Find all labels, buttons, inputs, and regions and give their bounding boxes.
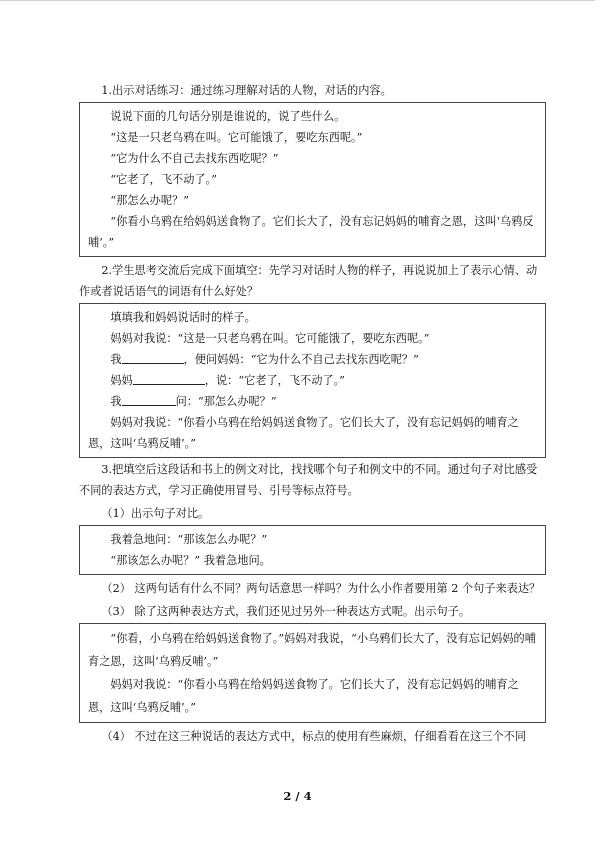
section3-heading: 3.把填空后这段话和书上的例文对比，找找哪个句子和例文中的不同。通过句子对比感受不同的表达方式，学习正确使用冒号、引号等标点符号。 — [79, 463, 538, 497]
box1-line: “它为什么不自己去找东西吃呢？” — [110, 152, 279, 165]
expression-line: 妈妈对我说：“你看小乌鸦在给妈妈送食物了。它们长大了，没有忘记妈妈的哺育之恩，这叫‘乌鸦反哺’。” — [88, 678, 519, 714]
box1-line: “这是一只老乌鸦在叫。它可能饿了，要吃东西呢。” — [110, 131, 363, 144]
compare-line: 我着急地问：“那该怎么办呢？” — [110, 533, 268, 546]
section2-heading: 2.学生思考交流后完成下面填空：先学习对话时人物的样子，再说说加上了表示心情、动作或者说话语气的词语有什么好处？ — [79, 264, 538, 298]
box1-line: 说说下面的几句话分别是谁说的，说了些什么。 — [110, 110, 346, 123]
box1-line: “你看小乌鸦在给妈妈送食物了。它们长大了，没有忘记妈妈的哺育之恩，这叫‘乌鸦反哺’。” — [88, 215, 534, 249]
fill-blank[interactable] — [122, 393, 176, 406]
box1-line: “它老了，飞不动了。” — [110, 173, 217, 186]
fill-line-2: 我 ，便问妈妈：“它为什么不自己去找东西吃呢？” — [110, 353, 419, 366]
fill-line-5: 妈妈对我说：“你看小乌鸦在给妈妈送食物了。它们长大了，没有忘记妈妈的哺育之恩，这叫‘乌鸦反哺’。” — [88, 416, 519, 450]
compare-line: “那该怎么办呢？” 我着急地问。 — [110, 554, 271, 567]
sub-item-1: （1）出示句子对比。 — [101, 507, 210, 520]
document-body — [79, 80, 546, 747]
section1-heading: 1.出示对话练习：通过练习理解对话的人物，对话的内容。 — [101, 84, 392, 97]
expression-box — [79, 623, 546, 723]
box1-line: “那怎么办呢？” — [110, 194, 189, 207]
dialogue-box-1 — [79, 102, 546, 257]
fill-blank[interactable] — [122, 351, 184, 364]
sub-item-3: （3） 除了这两种表达方式，我们还见过另外一种表达方式呢。出示句子。 — [101, 605, 471, 618]
fill-in-box — [79, 303, 546, 458]
fill-line-4: 我 问：“那怎么办呢？” — [110, 395, 277, 408]
page-number: 2 / 4 — [283, 789, 312, 803]
sub-item-4: （4） 不过在这三种说话的表达方式中，标点的使用有些麻烦，仔细看看在这三个不同 — [101, 730, 527, 743]
fill-line-1: 妈妈对我说：“这是一只老乌鸦在叫。它可能饿了，要吃东西呢。” — [110, 332, 430, 345]
fill-intro: 填填我和妈妈说话时的样子。 — [110, 311, 256, 324]
expression-line: “你看，小乌鸦在给妈妈送食物了。”妈妈对我说，“小乌鸦们长大了，没有忘记妈妈的哺育之恩，这叫‘乌鸦反哺’。” — [88, 632, 536, 668]
fill-line-3: 妈妈 ，说：“它老了，飞不动了。” — [110, 374, 345, 387]
fill-blank[interactable] — [133, 372, 205, 385]
compare-box — [79, 525, 546, 575]
sub-item-2: （2） 这两句话有什么不同？两句话意思一样吗？为什么小作者要用第 2 个句子来表达？ — [101, 582, 541, 595]
top-rule — [0, 0, 595, 1]
